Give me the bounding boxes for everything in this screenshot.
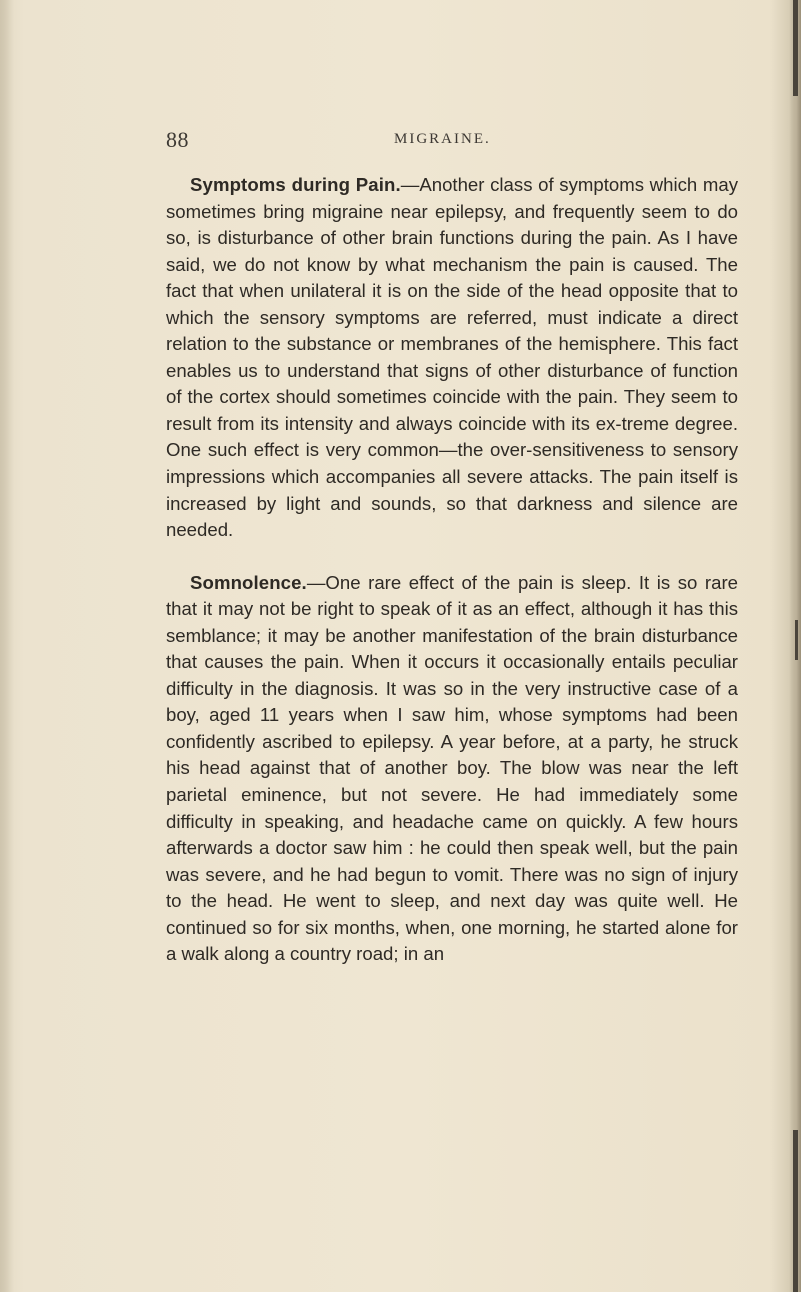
paragraph-symptoms-during-pain <box>166 172 738 544</box>
running-head: MIGRAINE. <box>394 131 491 147</box>
page-edge-line <box>793 0 798 96</box>
paragraph-somnolence <box>166 570 738 968</box>
paragraph-heading: Symptoms during Pain. <box>190 174 401 195</box>
page-header <box>166 127 736 155</box>
paragraph-heading: Somnolence. <box>190 571 307 593</box>
gutter-shadow <box>0 0 14 1292</box>
paragraph-body: —Another class of symptoms which may sometimes bring migraine near epilepsy, and frequently seem to do so, is disturbance of other brain functions during the pain. As I have said, we do not know by what mechanism the pain is caused. The fact that when unilateral it is on the side of the head opposite that to which the sensory symptoms are referred, must indicate a direct relation to the substance or membranes of the hemisphere. This fact enables us to understand that signs of other disturbance of function of the cortex should sometimes coincide with the pain. They seem to result from its intensity and always coincide with its ex-treme degree. One such effect is very common—the over-sensitiveness to sensory impressions which accompanies all severe attacks. The pain itself is increased by light and sounds, so that darkness and silence are needed. <box>166 174 739 541</box>
page-number: 88 <box>166 127 189 152</box>
paragraph-body: —One rare effect of the pain is sleep. It is so rare that it may not be right to speak of it as an effect, although it has this semblance; it may be another manifestation of the brain disturbance that causes the pain. When it occurs it occasionally entails peculiar difficulty in the diagnosis. It was so in the very instructive case of a boy, aged 11 years when I saw him, whose symptoms had been confidently ascribed to epilepsy. A year before, at a party, he struck his head against that of another boy. The blow was near the left parietal eminence, but not severe. He had immediately some difficulty in speaking, and headache came on quickly. A few hours afterwards a doctor saw him : he could then speak well, but the pain was severe, and he had begun to vomit. There was no sign of injury to the head. He went to sleep, and next day was quite well. He continued so for six months, when, one morning, he started alone for a walk along a country road; in an <box>166 571 738 965</box>
body-text <box>166 172 738 968</box>
page-edge-line <box>795 620 798 660</box>
page-edge-line <box>793 1130 798 1292</box>
page-edge <box>789 0 801 1292</box>
